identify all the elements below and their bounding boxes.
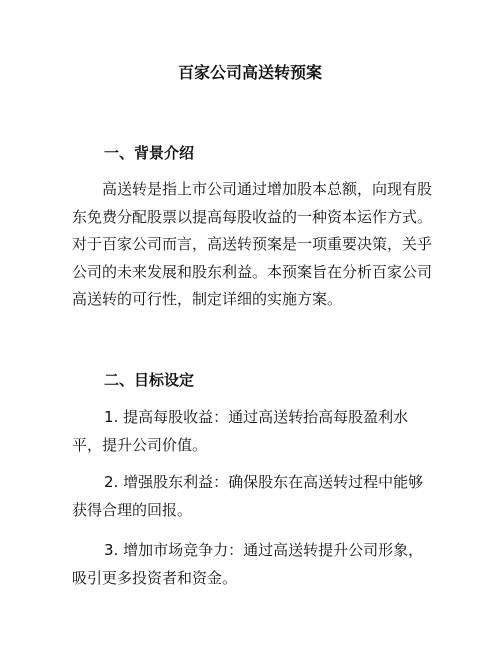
background-paragraph: 高送转是指上市公司通过增加股本总额，向现有股东免费分配股票以提高每股收益的一种资本运作方式。对于百家公司而言，高送转预案是一项重要决策，关乎公司的未来发展和股东利益。本预案旨在分析百家公司高送转的可行性，制定详细的实施方案。 bbox=[72, 180, 433, 308]
goal-item-3: 3. 增加市场竞争力：通过高送转提升公司形象，吸引更多投资者和资金。 bbox=[72, 541, 424, 587]
section-heading-goals: 二、目标设定 bbox=[104, 371, 195, 389]
goal-item-1: 1. 提高每股收益：通过高送转抬高每股盈利水平，提升公司价值。 bbox=[72, 408, 409, 454]
goal-item-2: 2. 增强股东利益：确保股东在高送转过程中能够获得合理的回报。 bbox=[72, 473, 424, 519]
document-title: 百家公司高送转预案 bbox=[177, 63, 322, 82]
section-heading-background: 一、背景介绍 bbox=[104, 144, 195, 162]
